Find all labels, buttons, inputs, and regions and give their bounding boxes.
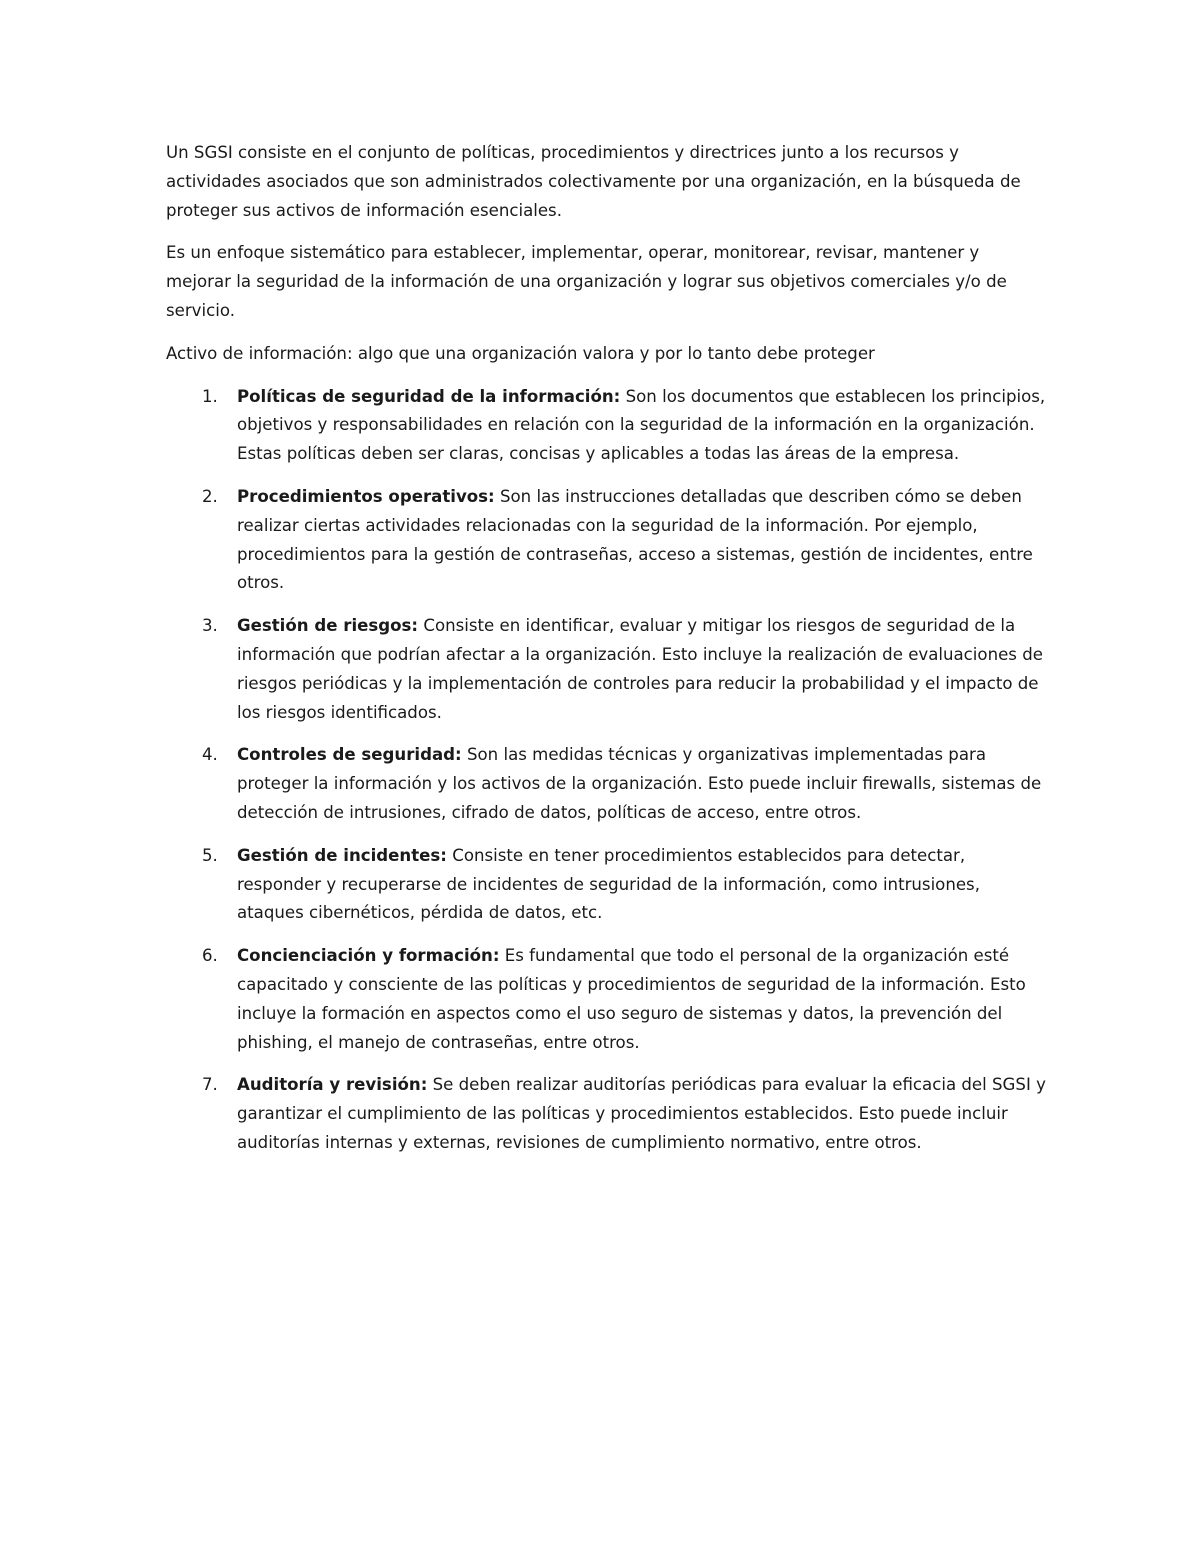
list-item-text: Es fundamental que todo el personal de la organización esté capacitado y consciente de las políticas y procedimientos de seguridad de la información. Esto incluye la formación en aspectos como el uso seguro de sistemas y datos, la prevención del phishing, el manejo de contraseñas, entre otros. bbox=[237, 946, 1026, 1052]
list-item-term: Controles de seguridad: bbox=[237, 745, 462, 765]
list-item bbox=[166, 612, 1046, 727]
list-item-number: 5. bbox=[202, 845, 218, 865]
list-item-term: Procedimientos operativos: bbox=[237, 486, 495, 506]
list-item-number: 4. bbox=[202, 745, 218, 765]
list-item bbox=[166, 1071, 1046, 1157]
list-item bbox=[166, 483, 1046, 598]
intro-paragraph: Un SGSI consiste en el conjunto de políticas, procedimientos y directrices junto a los recursos y actividades asociados que son administrados colectivamente por una organización, en la búsqueda de proteger sus activos de información esenciales. bbox=[166, 143, 1021, 220]
asset-definition-paragraph: Activo de información: algo que una organización valora y por lo tanto debe proteger bbox=[166, 343, 875, 363]
list-item-text: Son los documentos que establecen los principios, objetivos y responsabilidades en relación con la seguridad de la información en la organización. Estas políticas deben ser claras, concisas y aplicables a todas las áreas de la empresa. bbox=[237, 386, 1046, 464]
document-body bbox=[166, 139, 1046, 1172]
list-item bbox=[166, 741, 1046, 827]
list-item-text: Consiste en tener procedimientos establecidos para detectar, responder y recuperarse de incidentes de seguridad de la información, como intrusiones, ataques cibernéticos, pérdida de datos, etc. bbox=[237, 845, 980, 923]
list-item bbox=[166, 842, 1046, 928]
list-item-number: 1. bbox=[202, 386, 218, 406]
list-item-text: Consiste en identificar, evaluar y mitigar los riesgos de seguridad de la información que podrían afectar a la organización. Esto incluye la realización de evaluaciones de riesgos periódicas y la implementación de controles para reducir la probabilidad y el impacto de los riesgos identificados. bbox=[237, 616, 1043, 722]
list-item-text: Son las instrucciones detalladas que describen cómo se deben realizar ciertas actividades relacionadas con la seguridad de la información. Por ejemplo, procedimientos para la gestión de contraseñas, acceso a sistemas, gestión de incidentes, entre otros. bbox=[237, 486, 1033, 593]
list-item-number: 2. bbox=[202, 486, 218, 506]
list-item-number: 3. bbox=[202, 616, 218, 636]
list-item-term: Políticas de seguridad de la información: bbox=[237, 386, 621, 406]
list-item-term: Concienciación y formación: bbox=[237, 946, 500, 966]
list-item bbox=[166, 942, 1046, 1057]
list-item-text: Se deben realizar auditorías periódicas para evaluar la eficacia del SGSI y garantizar el cumplimiento de las políticas y procedimientos establecidos. Esto puede incluir auditorías internas y externas, revisiones de cumplimiento normativo, entre otros. bbox=[237, 1075, 1046, 1152]
approach-paragraph: Es un enfoque sistemático para establecer, implementar, operar, monitorear, revisar, mantener y mejorar la seguridad de la información de una organización y lograr sus objetivos comerciales y/o de servicio. bbox=[166, 243, 1007, 320]
sgsi-components-list bbox=[166, 383, 1046, 1158]
list-item-text: Son las medidas técnicas y organizativas implementadas para proteger la información y los activos de la organización. Esto puede incluir firewalls, sistemas de detección de intrusiones, cifrado de datos, políticas de acceso, entre otros. bbox=[237, 745, 1042, 822]
list-item bbox=[166, 383, 1046, 469]
list-item-term: Auditoría y revisión: bbox=[237, 1075, 428, 1095]
list-item-number: 6. bbox=[202, 946, 218, 966]
list-item-term: Gestión de riesgos: bbox=[237, 616, 419, 636]
list-item-number: 7. bbox=[202, 1075, 218, 1095]
list-item-term: Gestión de incidentes: bbox=[237, 845, 447, 865]
